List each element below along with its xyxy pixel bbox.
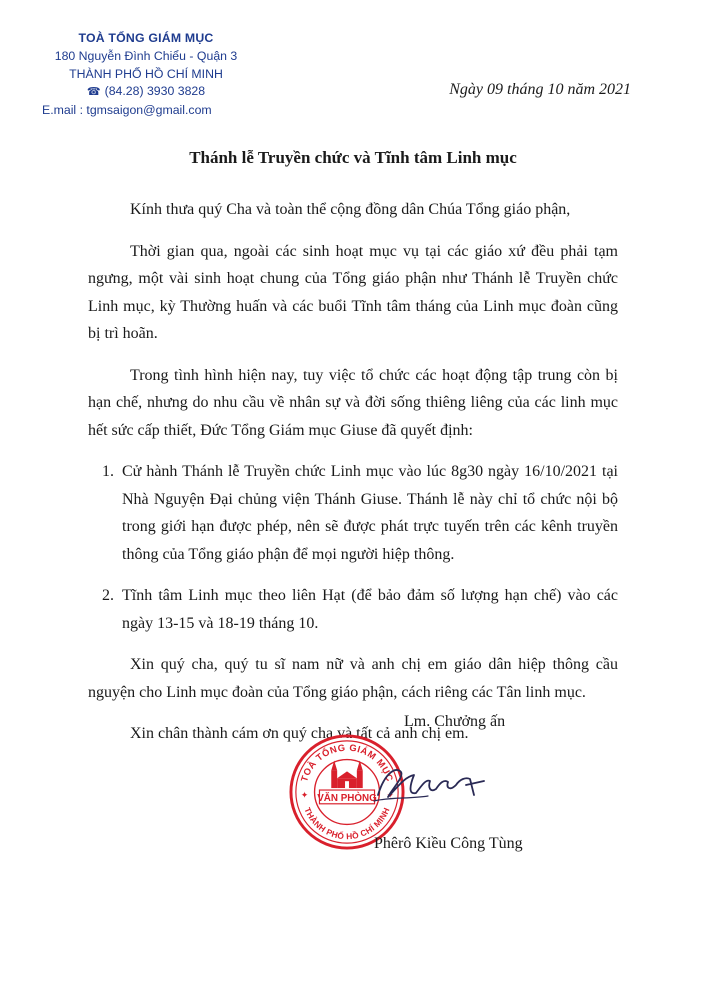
decision-list bbox=[88, 458, 618, 637]
letter-date: Ngày 09 tháng 10 năm 2021 bbox=[449, 81, 631, 98]
seal-top-text: TOÀ TỔNG GIÁM MỤC bbox=[299, 742, 395, 783]
paragraph-2: Trong tình hình hiện nay, tuy việc tổ chức các hoạt động tập trung còn bị hạn chế, nhưng do nhu cầu về nhân sự và đời sống thiêng liêng của các linh mục hết sức cấp thiết, Đức Tổng Giám mục Giuse đã quyết định: bbox=[88, 366, 618, 439]
letterhead-phone: (84.28) 3930 3828 bbox=[104, 84, 206, 99]
paragraph-4: Xin chân thành cám ơn quý cha và tất cả anh chị em. bbox=[130, 725, 469, 742]
cathedral-icon bbox=[331, 761, 362, 789]
paragraph-3: Xin quý cha, quý tu sĩ nam nữ và anh chị em giáo dân hiệp thông cầu nguyện cho Linh mục đoàn của Tổng giáo phận, cách riêng các Tân linh mục. bbox=[88, 656, 618, 701]
seal-bottom-text: THÀNH PHỐ HỒ CHÍ MINH bbox=[302, 805, 392, 842]
letterhead-address: 180 Nguyễn Đình Chiểu - Quận 3 bbox=[54, 48, 238, 63]
letterhead-org: TOÀ TỔNG GIÁM MỤC bbox=[78, 31, 214, 45]
paragraph-1: Thời gian qua, ngoài các sinh hoạt mục vụ tại các giáo xứ đều phải tạm ngưng, một vài sinh hoạt chung của Tổng giáo phận như Thánh lễ Truyền chức Linh mục, kỳ Thường huấn và các buổi Tĩnh tâm tháng của Linh mục đoàn cũng bị trì hoãn. bbox=[88, 242, 618, 342]
letterhead-email: E.mail : tgmsaigon@gmail.com bbox=[42, 103, 212, 118]
letter-body bbox=[88, 196, 618, 762]
greeting: Kính thưa quý Cha và toàn thể cộng đồng dân Chúa Tổng giáo phận, bbox=[130, 201, 571, 218]
letterhead bbox=[36, 30, 256, 120]
handwritten-signature bbox=[370, 755, 490, 815]
seal-star-icon-right: ✦ bbox=[386, 789, 394, 800]
signoff-name: Phêrô Kiều Công Tùng bbox=[374, 835, 523, 852]
letterhead-phone-row bbox=[36, 83, 256, 102]
telephone-icon: ☎ bbox=[86, 86, 101, 99]
decision-item-2: 2. Tĩnh tâm Linh mục theo liên Hạt (để bảo đảm số lượng hạn chế) vào các ngày 13-15 và 18-19 tháng 10. bbox=[118, 582, 618, 637]
seal-star-icon-left: ✦ bbox=[300, 789, 309, 800]
seal-center-text: VĂN PHÒNG bbox=[317, 792, 377, 804]
decision-item-1: 1. Cử hành Thánh lễ Truyền chức Linh mục vào lúc 8g30 ngày 16/10/2021 tại Nhà Nguyện Đại chủng viện Thánh Giuse. Thánh lễ này chỉ tổ chức nội bộ trong giới hạn được phép, nên sẽ được phát trực tuyến trên các kênh truyền thông của Tổng giáo phận để mọi người hiệp thông. bbox=[118, 458, 618, 568]
signoff-role: Lm. Chưởng ấn bbox=[404, 713, 506, 730]
letter-title: Thánh lễ Truyền chức và Tĩnh tâm Linh mục bbox=[189, 148, 517, 167]
letterhead-city: THÀNH PHỐ HỒ CHÍ MINH bbox=[69, 66, 223, 81]
